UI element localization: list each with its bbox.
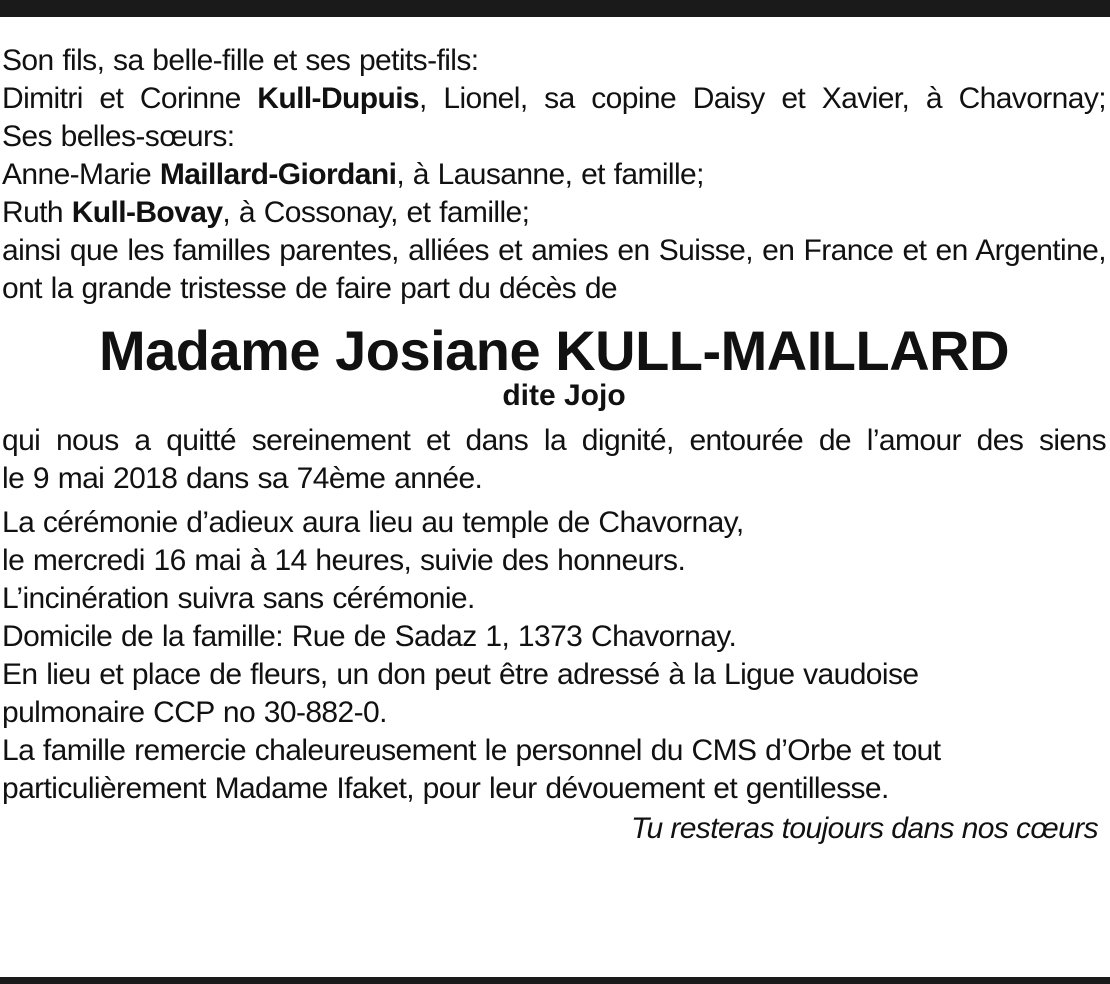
deceased-nickname: dite Jojo xyxy=(502,379,626,412)
family-anne-marie-surname: Maillard-Giordani xyxy=(159,158,397,191)
ceremony-line-7: La famille remercie chaleureusement le personnel du CMS d’Orbe et tout xyxy=(2,734,941,767)
closing-phrase: Tu resteras toujours dans nos cœurs xyxy=(631,812,1098,845)
family-intro-line: Son fils, sa belle-fille et ses petits-fils: xyxy=(2,44,479,77)
family-son-line xyxy=(2,80,1106,118)
family-son-suffix: , Lionel, sa copine Daisy et Xavier, à Chavornay; xyxy=(419,82,1106,115)
family-ruth-prefix: Ruth xyxy=(2,196,72,229)
family-ruth-line xyxy=(2,194,1106,232)
announcement-line: ont la grande tristesse de faire part du décès de xyxy=(2,272,617,305)
family-son-surname: Kull-Dupuis xyxy=(257,82,420,115)
passing-line-2: le 9 mai 2018 dans sa 74ème année. xyxy=(2,462,483,495)
family-anne-marie-suffix: , à Lausanne, et famille; xyxy=(396,158,704,191)
family-son-prefix: Dimitri et Corinne xyxy=(2,82,258,115)
ceremony-line-8: particulièrement Madame Ifaket, pour leur dévouement et gentillesse. xyxy=(2,772,889,805)
ceremony-line-3: L’incinération suivra sans cérémonie. xyxy=(2,582,475,615)
family-ruth-suffix: , à Cossonay, et famille; xyxy=(222,196,530,229)
family-sisters-in-law-line: Ses belles-sœurs: xyxy=(2,120,235,153)
ceremony-line-1: La cérémonie d’adieux aura lieu au temple de Chavornay, xyxy=(2,506,744,539)
deceased-name: Madame Josiane KULL-MAILLARD xyxy=(98,319,1010,382)
ceremony-line-6: pulmonaire CCP no 30-882-0. xyxy=(2,696,387,729)
bottom-border-rule xyxy=(0,977,1110,984)
obituary-notice xyxy=(2,42,1106,848)
ceremony-line-2: le mercredi 16 mai à 14 heures, suivie des honneurs. xyxy=(2,544,686,577)
ceremony-line-4: Domicile de la famille: Rue de Sadaz 1, 1373 Chavornay. xyxy=(2,620,737,653)
family-ruth-surname: Kull-Bovay xyxy=(71,196,223,229)
top-border-rule xyxy=(0,0,1110,17)
family-relatives-line: ainsi que les familles parentes, alliées et amies en Suisse, en France et en Argentine, xyxy=(2,234,1106,267)
family-anne-marie-prefix: Anne-Marie xyxy=(2,158,160,191)
family-anne-marie-line xyxy=(2,156,1106,194)
ceremony-line-5: En lieu et place de fleurs, un don peut être adressé à la Ligue vaudoise xyxy=(2,658,919,691)
passing-line-1: qui nous a quitté sereinement et dans la dignité, entourée de l’amour des siens xyxy=(2,424,1106,457)
